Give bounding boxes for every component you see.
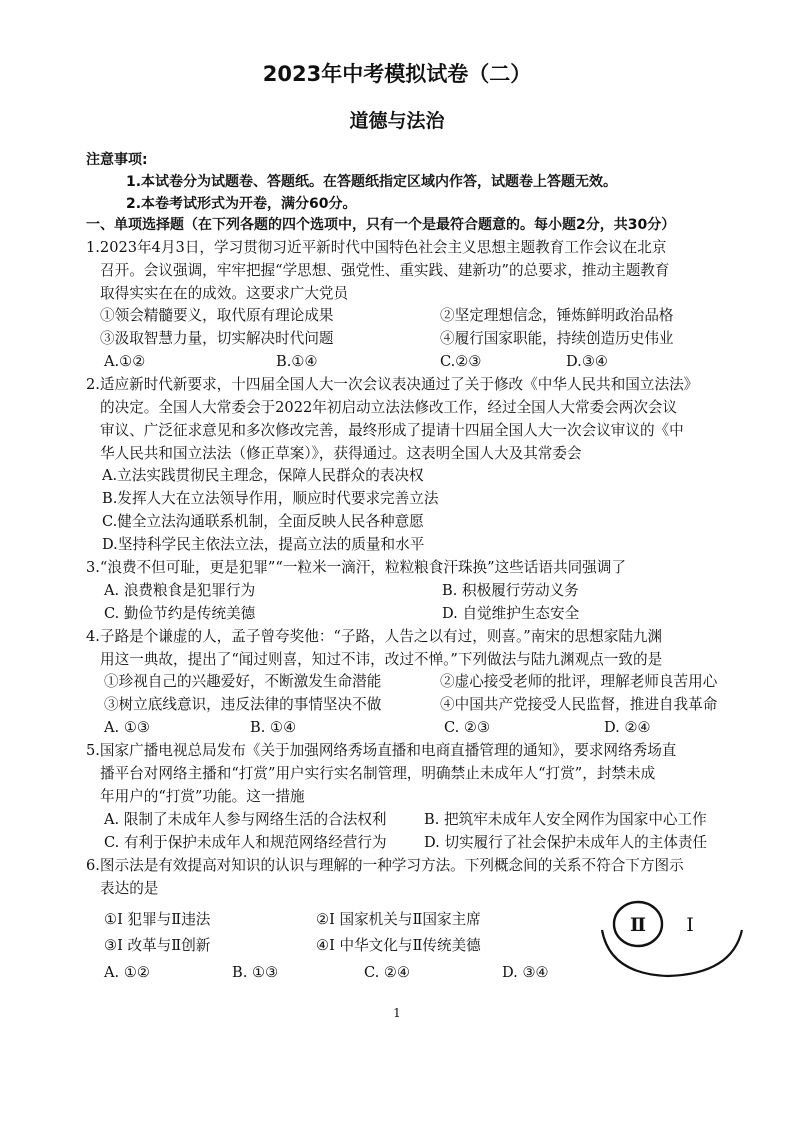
- option: B. 把筑牢未成年人安全网作为国家中心工作: [424, 811, 707, 828]
- statement: ②坚定理想信念，锤炼鲜明政治品格: [440, 307, 674, 324]
- question-stem: 播平台对网络主播和“打赏”用户实行实名制管理，明确禁止未成年人“打赏”，封禁未成: [100, 765, 656, 782]
- statement: ④中国共产党接受人民监督，推进自我革命: [440, 696, 718, 713]
- option: C. ②③: [444, 719, 491, 736]
- option: A.①②: [104, 353, 146, 370]
- option: A. ①②: [104, 964, 150, 981]
- statement: ①领会精髓要义，取代原有理论成果: [100, 307, 334, 324]
- statement: ①I 犯罪与Ⅱ违法: [104, 911, 211, 928]
- option: D. ③④: [502, 964, 549, 981]
- inner-label: Ⅱ: [629, 914, 647, 936]
- statement: ②虚心接受老师的批评，理解老师良苦用心: [440, 673, 718, 690]
- option: D.坚持科学民主依法立法，提高立法的质量和水平: [102, 536, 425, 553]
- concept-diagram: [596, 888, 746, 978]
- option: C. 有利于保护未成年人和规范网络经营行为: [104, 834, 387, 851]
- question-stem: 审议、广泛征求意见和多次修改完善，最终形成了提请十四届全国人大一次会议审议的《中: [100, 422, 684, 439]
- option: A. ①③: [104, 719, 150, 736]
- question-stem: 4.子路是个谦虚的人，孟子曾夸奖他：“子路，人告之以有过，则喜。”南宋的思想家陆九渊: [86, 628, 663, 645]
- statement: ④I 中华文化与Ⅱ传统美德: [316, 937, 481, 954]
- question-stem: 召开。会议强调，牢牢把握“学思想、强党性、重实践、建新功”的总要求，推动主题教育: [100, 262, 670, 279]
- option: C.健全立法沟通联系机制，全面反映人民各种意愿: [102, 513, 424, 530]
- statement: ③I 改革与Ⅱ创新: [104, 937, 211, 954]
- exam-title: 2023年中考模拟试卷（二）: [262, 62, 532, 86]
- option: B.①④: [276, 353, 318, 370]
- question-stem: 6.图示法是有效提高对知识的认识与理解的一种学习方法。下列概念间的关系不符合下方图示: [86, 857, 684, 874]
- question-stem: 取得实实在在的成效。这要求广大党员: [100, 285, 349, 302]
- option: D. ②④: [604, 719, 651, 736]
- option: A. 限制了未成年人参与网络生活的合法权利: [104, 811, 387, 828]
- outer-arc: [602, 930, 742, 976]
- option: D.③④: [566, 353, 608, 370]
- question-stem: 表达的是: [100, 880, 159, 897]
- option: C. 勤俭节约是传统美德: [104, 605, 256, 622]
- question-stem: 5.国家广播电视总局发布《关于加强网络秀场直播和电商直播管理的通知》，要求网络秀场直: [86, 742, 677, 759]
- statement: ③树立底线意识，违反法律的事情坚决不做: [104, 696, 382, 713]
- question-stem: 华人民共和国立法法（修正草案）》，获得通过。这表明全国人大及其常委会: [100, 445, 582, 462]
- option: B. ①④: [250, 719, 297, 736]
- question-stem: 2.适应新时代新要求，十四届全国人大一次会议表决通过了关于修改《中华人民共和国立法法》: [86, 376, 699, 393]
- notice-item: 2.本卷考试形式为开卷，满分60分。: [126, 196, 357, 212]
- question-stem: 3.“浪费不但可耻，更是犯罪”“一粒米一滴汗，粒粒粮食汗珠换”这些话语共同强调了: [86, 559, 626, 576]
- option: B. 积极履行劳动义务: [442, 582, 579, 599]
- question-stem: 1.2023年4月3日，学习贯彻习近平新时代中国特色社会主义思想主题教育工作会议在北京: [86, 239, 667, 256]
- page-number: 1: [393, 1006, 401, 1020]
- exam-subject: 道德与法治: [349, 110, 445, 132]
- option: A. 浪费粮食是犯罪行为: [104, 582, 256, 599]
- question-stem: 年用户的“打赏”功能。这一措施: [100, 788, 305, 805]
- question-stem: 用这一典故，提出了“闻过则喜，知过不讳，改过不惮。”下列做法与陆九渊观点一致的是: [100, 651, 663, 668]
- option: B.发挥人大在立法领导作用，顺应时代要求完善立法: [102, 490, 439, 507]
- statement: ①珍视自己的兴趣爱好，不断激发生命潜能: [104, 673, 382, 690]
- question-stem: 的决定。全国人大常委会于2022年初启动立法法修改工作，经过全国人大常委会两次会议: [100, 399, 678, 416]
- option: D. 自觉维护生态安全: [442, 605, 580, 622]
- option: D. 切实履行了社会保护未成年人的主体责任: [424, 834, 708, 851]
- option: A.立法实践贯彻民主理念，保障人民群众的表决权: [102, 467, 424, 484]
- outer-label: I: [686, 914, 694, 936]
- statement: ④履行国家职能，持续创造历史伟业: [440, 330, 674, 347]
- option: C. ②④: [364, 964, 411, 981]
- notice-heading: 注意事项:: [86, 152, 148, 168]
- statement: ③汲取智慧力量，切实解决时代问题: [100, 330, 334, 347]
- option: C.②③: [440, 353, 482, 370]
- section-heading: 一、单项选择题（在下列各题的四个选项中，只有一个是最符合题意的。每小题2分，共30分）: [86, 217, 676, 233]
- notice-item: 1.本试卷分为试题卷、答题纸。在答题纸指定区域内作答，试题卷上答题无效。: [126, 174, 618, 190]
- statement: ②I 国家机关与Ⅱ国家主席: [316, 911, 481, 928]
- option: B. ①③: [232, 964, 279, 981]
